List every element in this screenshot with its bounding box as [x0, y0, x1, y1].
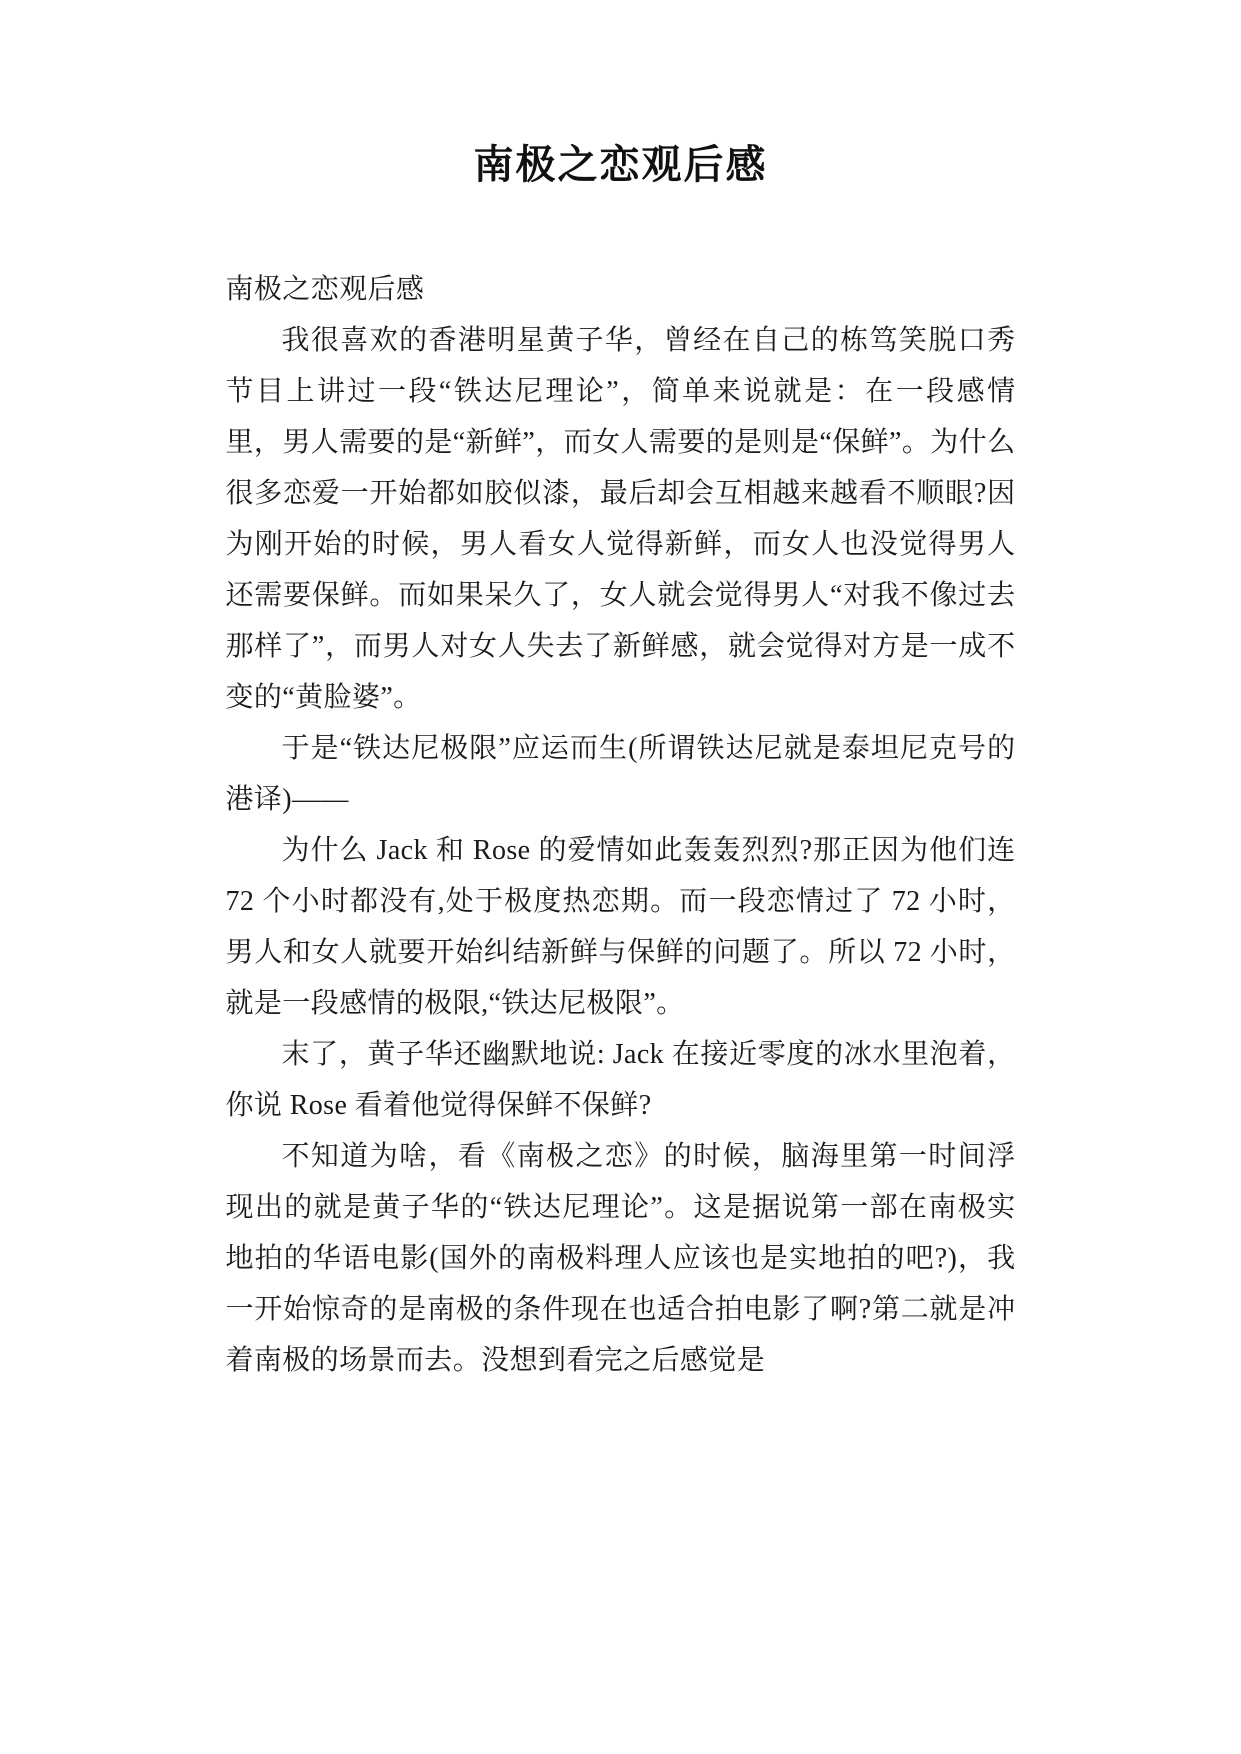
paragraph-2: 于是“铁达尼极限”应运而生(所谓铁达尼就是泰坦尼克号的港译)——: [225, 733, 1016, 815]
page-title: 南极之恋观后感: [473, 143, 768, 187]
paragraph-1: 我很喜欢的香港明星黄子华，曾经在自己的栋笃笑脱口秀节目上讲过一段“铁达尼理论”，简单来说就是：在一段感情里，男人需要的是“新鲜”，而女人需要的是则是“保鲜”。为什么很多恋爱一开始都如胶似漆，最后却会互相越来越看不顺眼?因为刚开始的时候，男人看女人觉得新鲜，而女人也没觉得男人还需要保鲜。而如果呆久了，女人就会觉得男人“对我不像过去那样了”，而男人对女人失去了新鲜感，就会觉得对方是一成不变的“黄脸婆”。: [225, 325, 1016, 713]
paragraph-3: 为什么 Jack 和 Rose 的爱情如此轰轰烈烈?那正因为他们连 72 个小时都没有,处于极度热恋期。而一段恋情过了 72 小时，男人和女人就要开始纠结新鲜与保鲜的问题了。所以 72 小时，就是一段感情的极限,“铁达尼极限”。: [225, 835, 1016, 1019]
document-body: [226, 190, 1016, 1386]
paragraph-4: 末了，黄子华还幽默地说: Jack 在接近零度的冰水里泡着，你说 Rose 看着他觉得保鲜不保鲜?: [225, 1039, 1016, 1121]
paragraph-5: 不知道为啥，看《南极之恋》的时候，脑海里第一时间浮现出的就是黄子华的“铁达尼理论”。这是据说第一部在南极实地拍的华语电影(国外的南极料理人应该也是实地拍的吧?)，我一开始惊奇的是南极的条件现在也适合拍电影了啊?第二就是冲着南极的场景而去。没想到看完之后感觉是: [225, 1141, 1016, 1376]
paragraph-heading-line: 南极之恋观后感: [225, 274, 425, 305]
